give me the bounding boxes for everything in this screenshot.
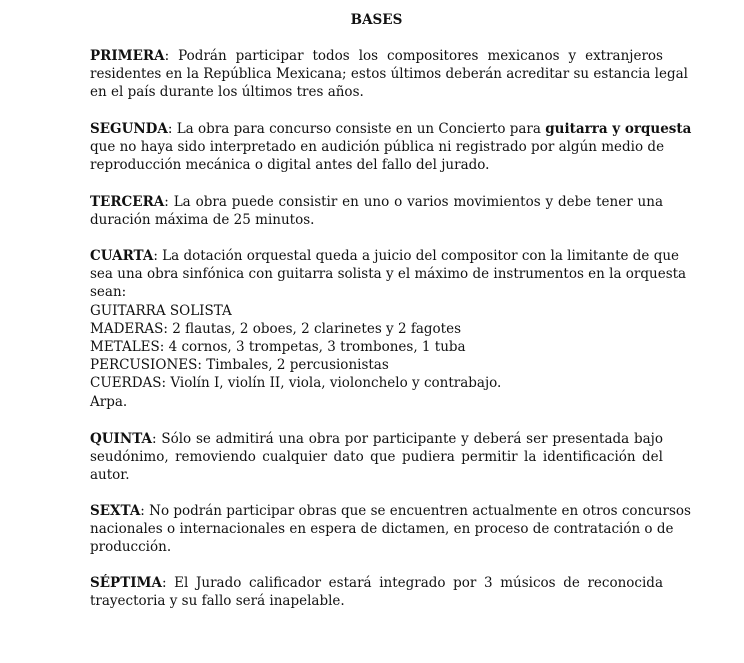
- clause-quinta: [90, 430, 663, 485]
- clause-primera-label: PRIMERA: [90, 48, 165, 64]
- clause-sexta-line-1: SEXTA: No podrán participar obras que se encuentren actualmente en otros concursos: [90, 503, 691, 519]
- clause-segunda-line-3: reproducción mecánica o digital antes del fallo del jurado.: [90, 157, 490, 174]
- clause-sexta-label: SEXTA: [90, 503, 141, 519]
- clause-septima: [90, 574, 663, 610]
- clause-cuarta-label: CUARTA: [90, 248, 154, 264]
- instrument-list: [90, 302, 663, 411]
- clause-segunda-line-2: que no haya sido interpretado en audición pública ni registrado por algún medio de: [90, 139, 665, 156]
- clause-tercera-line-2: duración máxima de 25 minutos.: [90, 212, 315, 229]
- clause-cuarta-line-2: sea una obra sinfónica con guitarra solista y el máximo de instrumentos en la orquesta: [90, 266, 687, 283]
- clause-quinta-label: QUINTA: [90, 431, 152, 447]
- document-title: BASES: [350, 12, 403, 28]
- instrument-list-item: PERCUSIONES: Timbales, 2 percusionistas: [90, 357, 389, 374]
- clause-primera-line-2: residentes en la República Mexicana; estos últimos deberán acreditar su estancia legal: [90, 66, 688, 83]
- clause-quinta-line-3: autor.: [90, 467, 130, 484]
- clause-cuarta-line-1: CUARTA: La dotación orquestal queda a juicio del compositor con la limitante de que: [90, 248, 680, 264]
- instrument-list-item: CUERDAS: Violín I, violín II, viola, violonchelo y contrabajo.: [90, 375, 502, 392]
- clause-sexta-line-2: nacionales o internacionales en espera de dictamen, en proceso de contratación o de: [90, 521, 674, 538]
- clause-quinta-line-1: QUINTA: Sólo se admitirá una obra por participante y deberá ser presentada bajo: [90, 431, 663, 447]
- clause-septima-line-1: SÉPTIMA: El Jurado calificador estará integrado por 3 músicos de reconocida: [90, 575, 663, 591]
- clause-primera-line-1: PRIMERA: Podrán participar todos los compositores mexicanos y extranjeros: [90, 48, 663, 64]
- clause-sexta: [90, 502, 691, 557]
- clause-septima-line-2: trayectoria y su fallo será inapelable.: [90, 593, 345, 610]
- clause-primera-line-3: en el país durante los últimos tres años.: [90, 84, 364, 101]
- clause-quinta-line-2: seudónimo, removiendo cualquier dato que pudiera permitir la identificación del: [90, 449, 663, 466]
- clause-tercera-label: TERCERA: [90, 194, 165, 210]
- clause-sexta-line-3: producción.: [90, 539, 172, 556]
- clause-tercera: [90, 193, 663, 229]
- clause-cuarta-line-3: sean:: [90, 284, 127, 301]
- clause-tercera-line-1: TERCERA: La obra puede consistir en uno o varios movimientos y debe tener una: [90, 194, 663, 210]
- instrument-list-item: Arpa.: [90, 393, 128, 410]
- clause-segunda-line-1: SEGUNDA: La obra para concurso consiste en un Concierto para guitarra y orquesta: [90, 121, 692, 137]
- clause-segunda: [90, 120, 692, 175]
- instrument-list-item: MADERAS: 2 flautas, 2 oboes, 2 clarinetes y 2 fagotes: [90, 320, 461, 337]
- clause-segunda-emphasis: guitarra y orquesta: [545, 121, 692, 137]
- clause-primera: [90, 47, 688, 102]
- clause-segunda-label: SEGUNDA: [90, 121, 168, 137]
- clause-cuarta: [90, 247, 687, 411]
- clause-septima-label: SÉPTIMA: [90, 575, 162, 591]
- instrument-list-item: METALES: 4 cornos, 3 trompetas, 3 trombones, 1 tuba: [90, 339, 466, 356]
- instrument-list-item: GUITARRA SOLISTA: [90, 302, 232, 319]
